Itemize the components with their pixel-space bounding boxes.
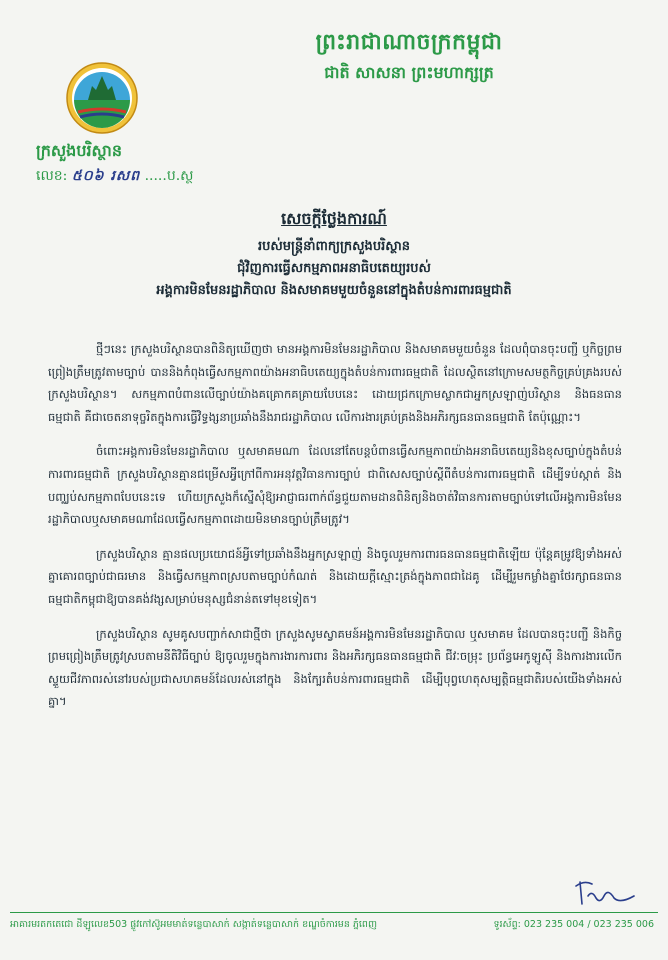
letter-footer [10, 918, 654, 932]
footer-phone-label: ទូរស័ព្ទ: [493, 919, 521, 930]
statement-subtitle-2: ជុំវិញការធ្វើសកម្មភាពអនាធិបតេយ្យរបស់ [237, 261, 431, 276]
statement-body [48, 338, 622, 725]
reference-number [36, 166, 236, 187]
footer-divider [10, 912, 658, 913]
ref-suffix: .....ប.ស្ថ [144, 168, 194, 184]
footer-phone-group [494, 918, 654, 932]
kingdom-title: ព្រះរាជាណាចក្រកម្ពុជា [315, 29, 503, 55]
signature-icon [574, 878, 638, 908]
paragraph-4: ក្រសួងបរិស្ថាន សូមគូសបញ្ជាក់សាជាថ្មីថា ក្រសួងសូមស្វាគមន៍អង្គការមិនមែនរដ្ឋាភិបាល ឬសមាគម ដែលបានចុះបញ្ជី និងកិច្ចព្រមព្រៀងត្រឹមត្រូវស្របតាមនីតិវិធីច្បាប់ ឱ្យចូលរួមក្នុងការងារការពារ និងអភិរក្សធនធានធម្មជាតិ ជីវៈចម្រុះ ប្រព័ន្ធអេកូឡូស៊ី និងការងារលើកស្ទួយជីវភាពរស់នៅរបស់ប្រជាសហគមន៍ដែលរស់នៅក្នុង និងក្បែរតំបន់ការពារធម្មជាតិ ដើម្បីបុព្វហេតុសម្បត្តិធម្មជាតិរបស់យើងទាំងអស់គ្នា។ [48, 626, 622, 709]
ref-number: ៥០៦ រសព [71, 168, 141, 184]
ref-prefix: លេខ: [36, 168, 68, 184]
statement-title: សេចក្ដីថ្លែងការណ៍ [281, 209, 387, 228]
ministry-name: ក្រសួងបរិស្ថាន [36, 141, 123, 160]
paragraph-3: ក្រសួងបរិស្ថាន គ្មានផលប្រយោជន៍អ្វីទៅប្រឆាំងនឹងអ្នកស្រឡាញ់ និងចូលរួមការពារធនធានធម្មជាតិឡើយ ប៉ុន្តែគម្រូវឱ្យទាំងអស់គ្នាគោរពច្បាប់ជាធរមាន និងធ្វើសកម្មភាពស្របតាមច្បាប់កំណត់ និងដោយក្ដីស្មោះត្រង់ក្នុងភាពជាដៃគូ ដើម្បីរួមកម្លាំងគ្នាថែរក្សាធនធានធម្មជាតិកម្ពុជាឱ្យបានគង់វង្សសម្រាប់មនុស្សជំនាន់តទៅមុខទៀត។ [48, 546, 622, 606]
statement-subtitle-3: អង្គការមិនមែនរដ្ឋាភិបាល និងសមាគមមួយចំនួននៅក្នុងតំបន់ការពារធម្មជាតិ [156, 283, 512, 298]
paragraph-2: ចំពោះអង្គការមិនមែនរដ្ឋាភិបាល ឬសមាគមណា ដែលនៅតែបន្តបំពានធ្វើសកម្មភាពយ៉ាងអនាធិបតេយ្យនិងខុសច្បាប់ក្នុងតំបន់ការពារធម្មជាតិ ក្រសួងបរិស្ថានគ្មានជម្រើសអ្វីក្រៅពីការអនុវត្តវិធានការច្បាប់ ជាពិសេសច្បាប់ស្ដីពីតំបន់ការពារធម្មជាតិ ដើម្បីទប់ស្កាត់ និងបញ្ឈប់សកម្មភាពបែបនេះទេ ហើយក្រសួងក៏ស្នើសុំឱ្យអាជ្ញាធរពាក់ព័ន្ធជួយតាមដានពិនិត្យនិងចាត់វិធានការតាមច្បាប់ទៅលើអង្គការមិនមែនរដ្ឋាភិបាលឬសមាគមណាដែលធ្វើសកម្មភាពដោយមិនមានច្បាប់ត្រឹមត្រូវ។ [48, 444, 622, 527]
paragraph-1: ថ្មីៗនេះ ក្រសួងបរិស្ថានបានពិនិត្យឃើញថា មានអង្គការមិនមែនរដ្ឋាភិបាល និងសមាគមមួយចំនួន ដែលពុំបានចុះបញ្ជី ឬកិច្ចព្រមព្រៀងត្រឹមត្រូវតាមច្បាប់ បាននិងកំពុងធ្វើសកម្មភាពយ៉ាងអនាធិបតេយ្យក្នុងតំបន់ការពារធម្មជាតិ ដែលស្ថិតនៅក្រោមសមត្ថកិច្ចគ្រប់គ្រងរបស់ក្រសួងបរិស្ថាន។ សកម្មភាពបំពានលើច្បាប់យ៉ាងគគ្រោកគគ្រាយបែបនេះ ដោយជ្រកក្រោមស្លាកជាអ្នកស្រឡាញ់បរិស្ថាន និងធនធានធម្មជាតិ គឺជាចេតនាទុច្ចរិតក្នុងការធ្វើវិទ្ធង្សនាប្រឆាំងនឹងរាជរដ្ឋាភិបាល លើការងារគ្រប់គ្រងនិងអភិរក្សធនធានធម្មជាតិ តែប៉ុណ្ណោះ។ [48, 342, 622, 424]
statement-subtitle-1: របស់មន្ត្រីនាំពាក្យក្រសួងបរិស្ថាន [258, 239, 410, 254]
national-motto: ជាតិ សាសនា ព្រះមហាក្សត្រ [324, 63, 494, 82]
footer-address: អាគារមរតកតេជោ ដីឡូលេខ503 ផ្លូវកៅស៊ូអមមាត់ទន្លេបាសាក់ សង្កាត់ទន្លេបាសាក់ ខណ្ឌចំការមន ភ្នំពេញ [10, 919, 377, 930]
footer-phone: 023 235 004 / 023 235 006 [523, 919, 654, 930]
ministry-logo-icon [64, 60, 140, 136]
statement-title-block [60, 208, 608, 302]
